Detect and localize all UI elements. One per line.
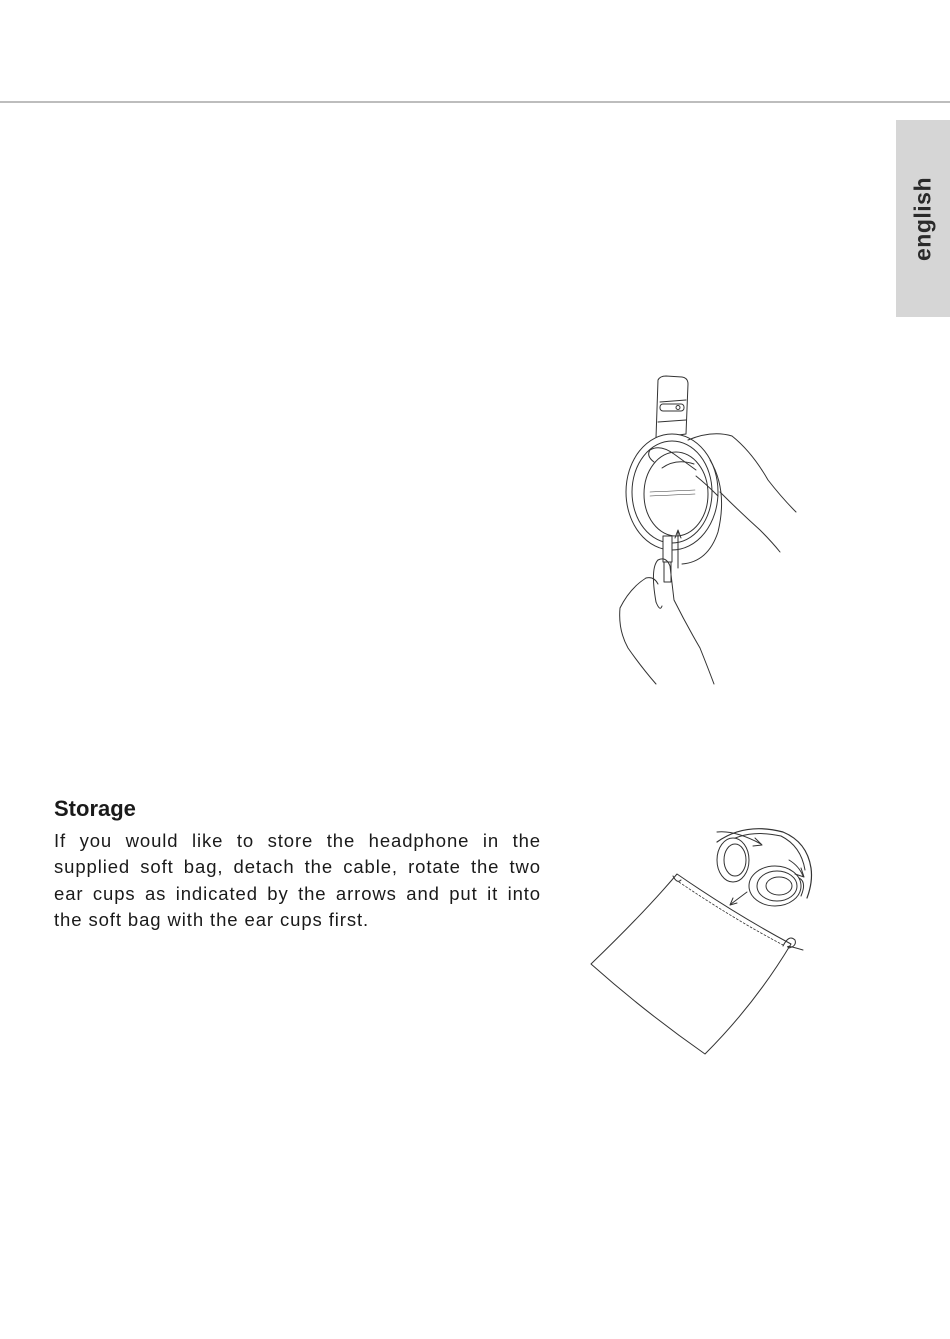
cable-detach-illustration xyxy=(600,372,810,692)
language-tab-label: english xyxy=(909,176,936,261)
header-divider xyxy=(0,101,950,103)
storage-heading: Storage xyxy=(54,796,136,821)
storage-instructions: If you would like to store the headphone in the supplied soft bag, detach the cable, rotate the two ear cups as indicated by the arrows and put it into the soft bag with the ear cups first. xyxy=(54,830,541,930)
language-tab[interactable] xyxy=(896,120,950,317)
soft-bag-storage-illustration xyxy=(585,822,815,1062)
